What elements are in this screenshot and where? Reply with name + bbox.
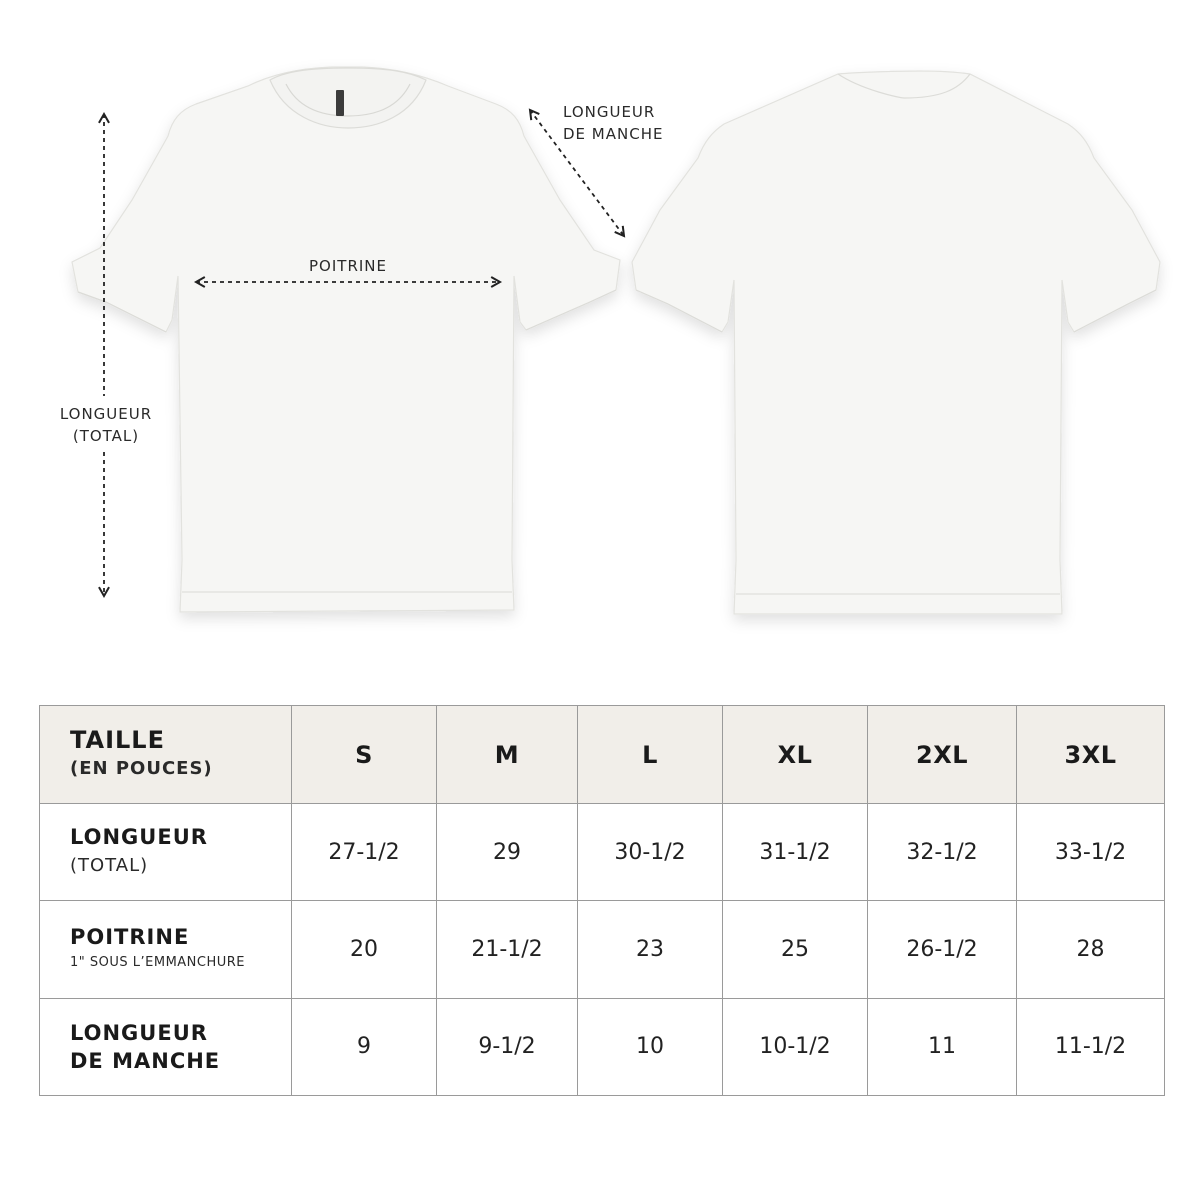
size-header-subtitle: (EN POUCES)	[70, 757, 213, 779]
table-cell: 11-1/2	[1017, 998, 1165, 1095]
front-tshirt	[72, 67, 630, 612]
size-column-header: M	[437, 706, 578, 804]
row-label-line2: DE MANCHE	[70, 1048, 221, 1073]
length-label-line1: LONGUEUR	[59, 405, 153, 423]
row-header-sleeve	[40, 998, 292, 1095]
table-cell: 21-1/2	[437, 901, 578, 998]
sleeve-label-line2: DE MANCHE	[563, 125, 664, 143]
table-row-sleeve	[40, 998, 1165, 1095]
row-sublabel: (TOTAL)	[70, 855, 149, 877]
table-cell: 20	[292, 901, 437, 998]
table-row-length	[40, 804, 1165, 901]
sleeve-label	[563, 101, 663, 145]
length-label	[52, 403, 160, 447]
table-cell: 11	[868, 998, 1017, 1095]
table-cell: 10-1/2	[723, 998, 868, 1095]
table-cell: 32-1/2	[868, 804, 1017, 901]
row-header-length	[40, 804, 292, 901]
table-cell: 25	[723, 901, 868, 998]
size-column-header: 2XL	[868, 706, 1017, 804]
size-header-title: TAILLE	[70, 725, 165, 754]
size-header-label	[40, 706, 292, 804]
row-sublabel: 1" SOUS L’EMMANCHURE	[70, 955, 246, 971]
table-cell: 29	[437, 804, 578, 901]
table-cell: 9	[292, 998, 437, 1095]
table-cell: 28	[1017, 901, 1165, 998]
table-cell: 9-1/2	[437, 998, 578, 1095]
chest-label	[300, 255, 396, 277]
row-header-chest	[40, 901, 292, 998]
table-cell: 31-1/2	[723, 804, 868, 901]
sleeve-label-line1: LONGUEUR	[563, 103, 656, 121]
length-label-line2: (TOTAL)	[72, 427, 140, 445]
back-tshirt	[632, 71, 1160, 614]
table-cell: 10	[578, 998, 723, 1095]
size-chart-table	[39, 705, 1165, 1096]
table-cell: 33-1/2	[1017, 804, 1165, 901]
table-cell: 26-1/2	[868, 901, 1017, 998]
table-row-chest	[40, 901, 1165, 998]
row-label: LONGUEUR	[70, 1020, 208, 1045]
size-column-header: L	[578, 706, 723, 804]
size-column-header: XL	[723, 706, 868, 804]
table-cell: 27-1/2	[292, 804, 437, 901]
size-column-header: S	[292, 706, 437, 804]
size-column-header: 3XL	[1017, 706, 1165, 804]
size-header-row	[40, 706, 1165, 804]
row-label: LONGUEUR	[70, 825, 208, 850]
row-label: POITRINE	[70, 925, 190, 950]
table-cell: 23	[578, 901, 723, 998]
table-cell: 30-1/2	[578, 804, 723, 901]
chest-label-text: POITRINE	[309, 257, 387, 275]
